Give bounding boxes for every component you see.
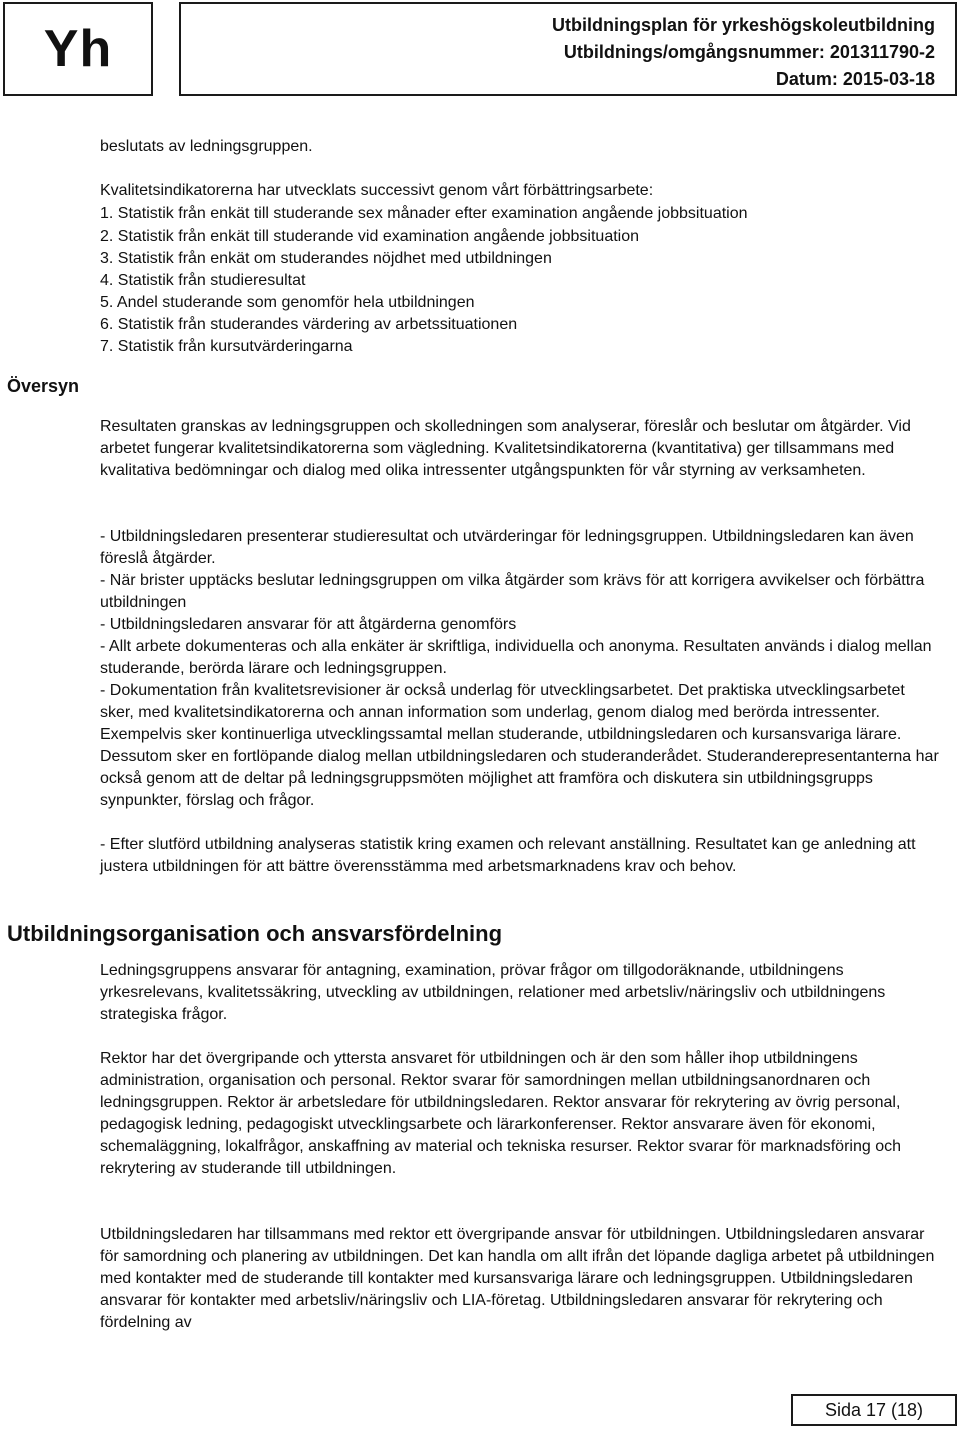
- list-item: 4. Statistik från studieresultat: [100, 272, 306, 289]
- yh-logo: Yh: [3, 2, 153, 96]
- header-date: Datum: 2015-03-18: [775, 69, 935, 89]
- dash-paragraph: - Allt arbete dokumenteras och alla enkäter är skriftliga, individuella och anonyma. Resultaten används i dialog mellan studerande, berörda lärare och ledningsgruppen.: [100, 638, 932, 677]
- list-item: 7. Statistik från kursutvärderingarna: [100, 338, 353, 355]
- results-paragraph: Resultaten granskas av ledningsgruppen och skolledningen som analyserar, föreslår och beslutar om åtgärder. Vid arbetet fungerar kvalitetsindikatorerna som vägledning. Kvalitetsindikatorerna (kvantitativa) ger tillsammans med kvalitativa bedömningar och dialog med olika intressenter utgångspunkten för vår styrning av verksamheten.: [100, 418, 911, 479]
- dash-paragraph: - Utbildningsledaren presenterar studieresultat och utvärderingar för ledningsgruppen. Utbildningsledaren kan även föreslå åtgärder.: [100, 528, 914, 567]
- page-header: [0, 0, 960, 100]
- list-item: 3. Statistik från enkät om studerandes nöjdhet med utbildningen: [100, 250, 552, 267]
- org-paragraph: Utbildningsledaren har tillsammans med rektor ett övergripande ansvar för utbildningen. Utbildningsledaren ansvarar för samordning och planering av utbildningen. Det kan handla om allt ifrån det löpande dagliga arbetet på utbildningen med kontakter med de studerande till kontakter med kursansvariga lärare och ledningsgruppen. Utbildningsledaren ansvarar för kontakter med arbetsliv/näringsliv och LIA-företag. Utbildningsledaren ansvarar för rekrytering och fördelning av: [100, 1226, 935, 1331]
- header-title: Utbildningsplan för yrkeshögskoleutbildning: [551, 15, 935, 35]
- dash-paragraph: - Utbildningsledaren ansvarar för att åtgärderna genomförs: [100, 616, 517, 633]
- org-paragraph: Ledningsgruppens ansvarar för antagning, examination, prövar frågor om tillgodoräknande, utbildningens yrkesrelevans, kvalitetssäkring, utveckling av utbildningen, relationer med arbetsliv/näringsliv och utbildningens strategiska frågor.: [100, 962, 886, 1023]
- list-item: 5. Andel studerande som genomför hela utbildningen: [100, 294, 475, 311]
- dash-paragraph: - Efter slutförd utbildning analyseras statistik kring examen och relevant anställning. Resultatet kan ge anledning att justera utbildningen för att bättre överensstämma med arbetsmarknadens krav och behov.: [100, 836, 916, 875]
- list-item: 6. Statistik från studerandes värdering av arbetssituationen: [100, 316, 518, 333]
- list-item: 2. Statistik från enkät till studerande vid examination angående jobbsituation: [100, 228, 640, 245]
- header-program-number: Utbildnings/omgångsnummer: 201311790-2: [563, 42, 935, 62]
- indicators-intro: Kvalitetsindikatorerna har utvecklats successivt genom vårt förbättringsarbete:: [100, 182, 654, 199]
- org-paragraph: Rektor har det övergripande och yttersta ansvaret för utbildningen och är den som håller ihop utbildningens administration, organisation och personal. Rektor svarar för samordningen mellan utbildningsanordnaren och ledningsgruppen. Rektor är arbetsledare för utbildningsledaren. Rektor ansvarar för rekrytering av övrig personal, pedagogisk ledning, pedagogiskt utvecklingsarbete och lärarkonferenser. Rektor ansvarare även för ekonomi, schemaläggning, lokalfrågor, anskaffning av material och tekniska resurser. Rektor svarar för marknadsföring och rekrytering av studerande till utbildningen.: [100, 1050, 901, 1177]
- header-info-box: [179, 2, 957, 96]
- page-number: Sida 17 (18): [791, 1394, 957, 1426]
- list-item: 1. Statistik från enkät till studerande sex månader efter examination angående jobbsituation: [100, 205, 748, 222]
- paragraph-continuation: beslutats av ledningsgruppen.: [100, 138, 313, 155]
- dash-paragraph: - Dokumentation från kvalitetsrevisioner är också underlag för utvecklingsarbetet. Det praktiska utvecklingsarbetet sker, med kvalitetsindikatorerna och annan information som underlag, genom dialog med berörda intressenter. Exempelvis sker kontinuerliga utvecklingssamtal mellan studerande, utbildningsledaren och kursansvariga lärare. Dessutom sker en fortlöpande dialog mellan utbildningsledaren och studeranderådet. Studeranderepresentanterna har också genom att de deltar på ledningsgruppsmöten möjlighet att framföra och diskutera sin utbildningsgrupps synpunkter, förslag och frågor.: [100, 682, 939, 809]
- section-heading: Utbildningsorganisation och ansvarsfördelning: [7, 921, 503, 946]
- section-side-label: Översyn: [7, 376, 80, 396]
- dash-paragraph: - När brister upptäcks beslutar ledningsgruppen om vilka åtgärder som krävs för att korrigera avvikelser och förbättra utbildningen: [100, 572, 925, 611]
